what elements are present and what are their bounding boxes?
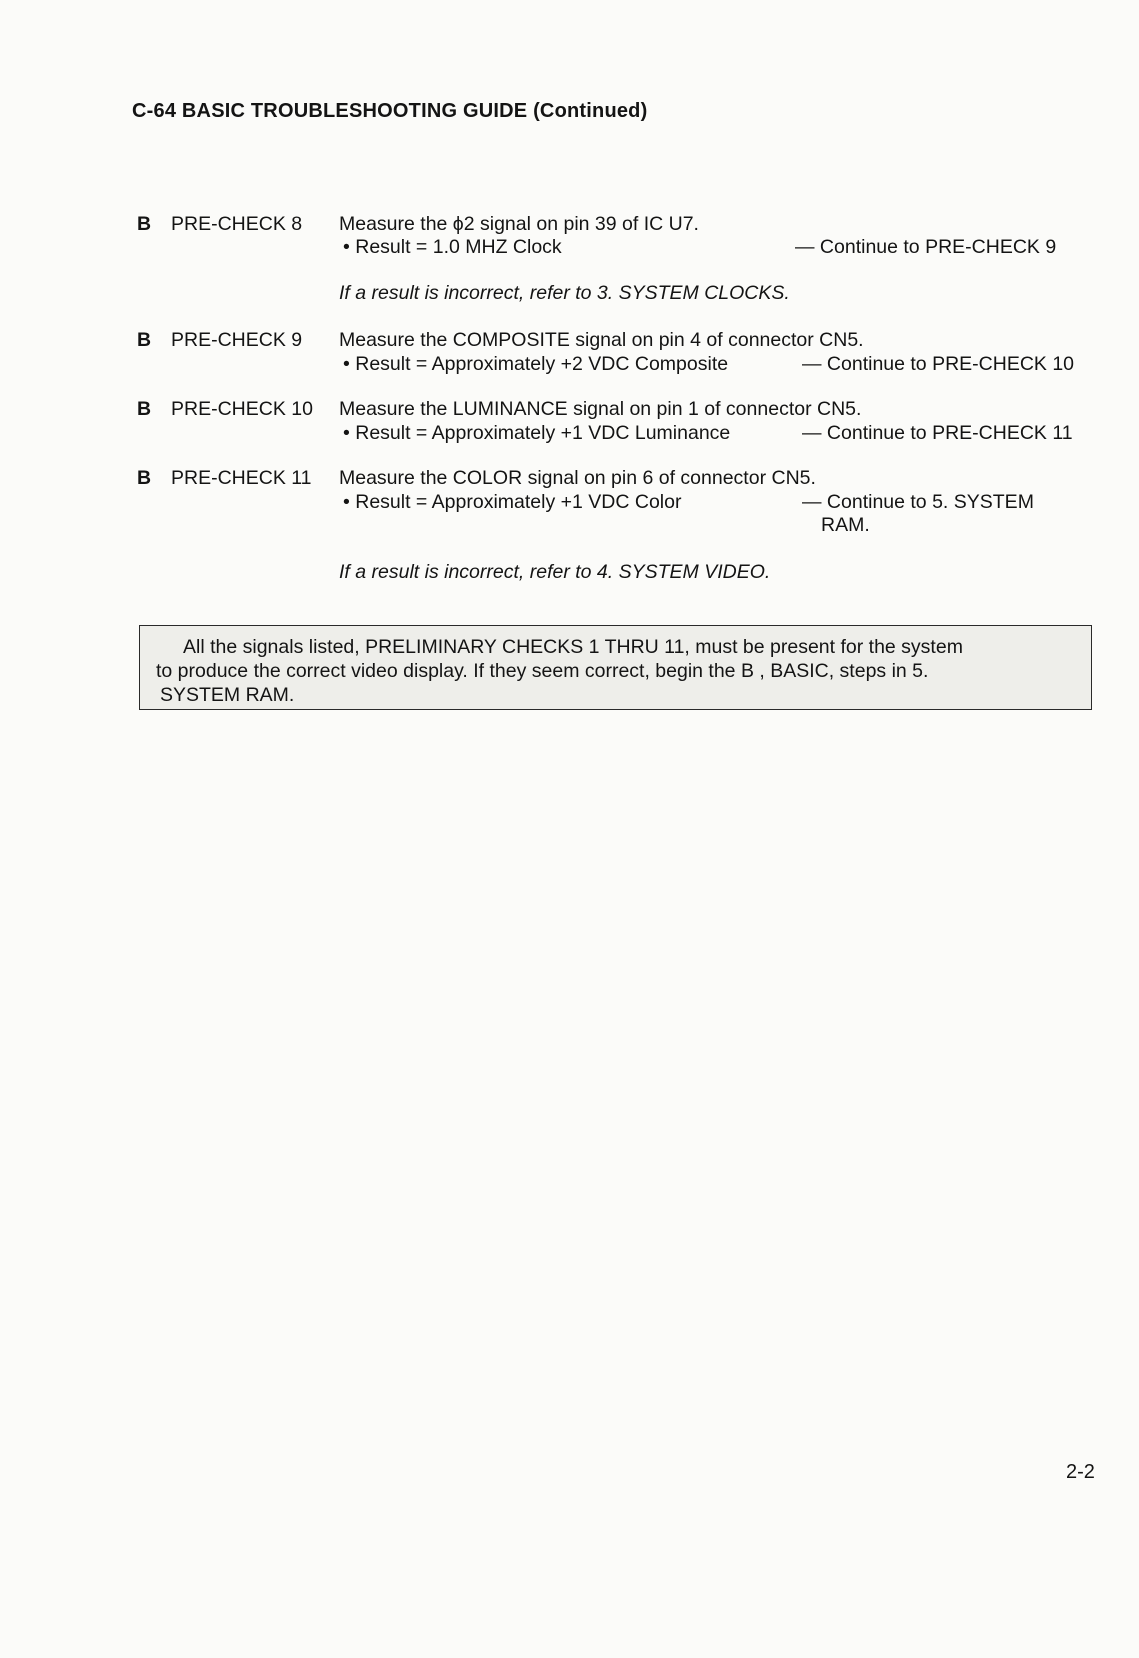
precheck-action: — Continue to PRE-CHECK 9 — [795, 236, 1057, 258]
precheck-action: — Continue to PRE-CHECK 11 — [802, 422, 1073, 444]
clocks-note: If a result is incorrect, refer to 3. SYSTEM CLOCKS. — [339, 282, 790, 304]
precheck-label: PRE-CHECK 8 — [171, 213, 303, 235]
callout-line: All the signals listed, PRELIMINARY CHECKS 1 THRU 11, must be present for the system — [183, 636, 963, 658]
precheck-result: • Result = Approximately +2 VDC Composite — [343, 353, 729, 375]
basic-step-marker: B — [137, 329, 152, 351]
precheck-instruction: Measure the COMPOSITE signal on pin 4 of connector CN5. — [339, 329, 864, 351]
precheck-instruction: Measure the COLOR signal on pin 6 of connector CN5. — [339, 467, 816, 489]
precheck-label: PRE-CHECK 11 — [171, 467, 312, 489]
video-note: If a result is incorrect, refer to 4. SYSTEM VIDEO. — [339, 561, 771, 583]
precheck-action: — Continue to PRE-CHECK 10 — [802, 353, 1075, 375]
precheck-result: • Result = Approximately +1 VDC Color — [343, 491, 682, 513]
callout-line: SYSTEM RAM. — [160, 684, 295, 706]
precheck-instruction: Measure the LUMINANCE signal on pin 1 of connector CN5. — [339, 398, 862, 420]
page-number: 2-2 — [1066, 1461, 1095, 1483]
precheck-action: — Continue to 5. SYSTEM — [802, 491, 1034, 513]
precheck-action-continued: RAM. — [821, 514, 870, 536]
precheck-instruction: Measure the ϕ2 signal on pin 39 of IC U7. — [339, 213, 699, 235]
basic-step-marker: B — [137, 398, 152, 420]
precheck-label: PRE-CHECK 10 — [171, 398, 313, 420]
precheck-result: • Result = Approximately +1 VDC Luminance — [343, 422, 731, 444]
basic-step-marker: B — [137, 467, 152, 489]
precheck-result: • Result = 1.0 MHZ Clock — [343, 236, 562, 258]
basic-step-marker: B — [137, 213, 152, 235]
precheck-label: PRE-CHECK 9 — [171, 329, 303, 351]
page-title: C-64 BASIC TROUBLESHOOTING GUIDE (Continued) — [132, 100, 648, 122]
callout-line: to produce the correct video display. If they seem correct, begin the B , BASIC, steps in 5. — [156, 660, 929, 682]
